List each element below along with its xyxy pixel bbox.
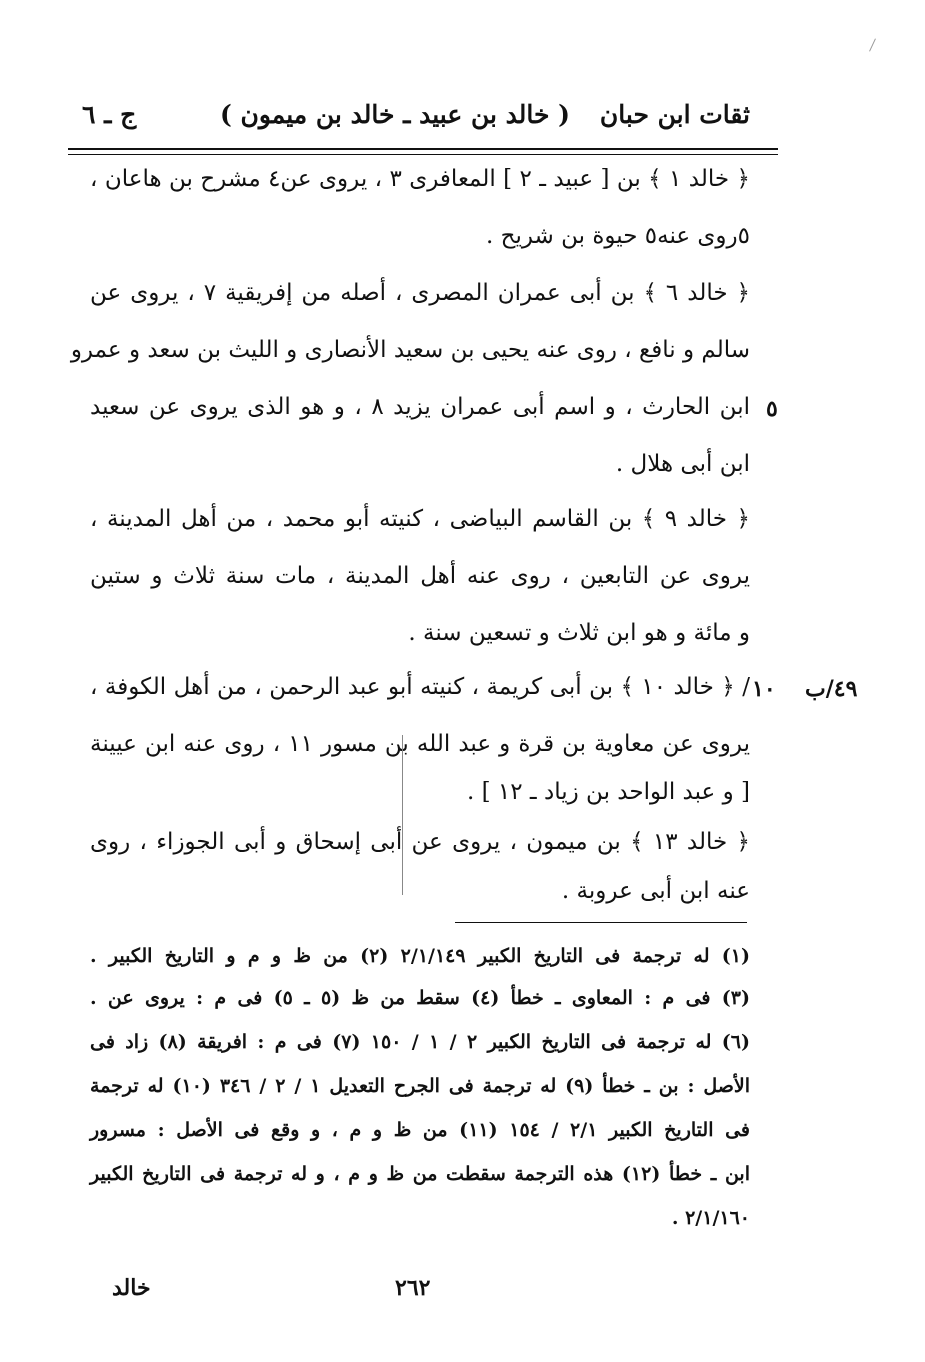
stray-mark <box>869 38 876 51</box>
text-line: ﴿ خالد ٦ ﴾ بن أبى عمران المصرى ، أصله من إفريقية ٧ ، يروى عن <box>90 280 750 306</box>
text-line: يروى عن معاوية بن قرة و عبد الله بن مسور ١١ ، روى عنه ابن عيينة <box>90 731 750 757</box>
folio-marker: ٤٩/ب <box>805 676 858 702</box>
text-line: يروى عن التابعين ، روى عنه أهل المدينة ، مات سنة ثلاث و ستين <box>90 563 750 589</box>
text-line: ٥روى عنه٥ حيوة بن شريح . <box>485 223 750 249</box>
line-number-5: ٥ <box>766 396 778 422</box>
footnote-line: ابن ـ خطأ (١٢) هذه الترجمة سقطت من ظ و م ، و له ترجمة فى التاريخ الكبير <box>90 1163 750 1185</box>
text-line: سالم و نافع ، روى عنه يحيى بن سعيد الأنصارى و الليث بن سعد و عمرو <box>70 337 750 363</box>
text-line: ﴿ خالد ١ ﴾ بن [ عبيد ـ ٢ ] المعافرى ٣ ، يروى عن٤ مشرح بن هاعان ، <box>90 166 750 192</box>
text-line: و مائة و هو ابن ثلاث و تسعين سنة . <box>408 620 750 646</box>
text-line: / ﴿ خالد ١٠ ﴾ بن أبى كريمة ، كنيته أبو عبد الرحمن ، من أهل الكوفة ، <box>90 674 750 700</box>
footnote-line: ٢/١/١٦٠ . <box>671 1207 750 1229</box>
text-line: ابن أبى هلال . <box>615 451 750 477</box>
book-title: ثقات ابن حبان <box>599 100 750 129</box>
footnote-line: (٣) فى م : المعاوى ـ خطأ (٤) سقط من ظ (٥ ـ ٥) فى م : يروى عن . <box>90 987 750 1009</box>
catchword: خالد <box>112 1275 151 1301</box>
text-line: ﴿ خالد ٩ ﴾ بن القاسم البياضى ، كنيته أبو محمد ، من أهل المدينة ، <box>90 506 750 532</box>
footnote-line: (٦) له ترجمة فى التاريخ الكبير ٢ / ١ / ١٥٠ (٧) فى م : افريقة (٨) زاد فى <box>90 1031 751 1053</box>
header-rule-thin <box>68 154 778 155</box>
text-line: ﴿ خالد ١٣ ﴾ بن ميمون ، يروى عن أبى إسحاق و أبى الجوزاء ، روى <box>90 829 751 855</box>
footnote-line: فى التاريخ الكبير ٢/١ / ١٥٤ (١١) من ظ و م ، و وقع فى الأصل : مسرور <box>90 1119 751 1141</box>
page-number: ٢٦٢ <box>395 1275 431 1301</box>
text-line: ابن الحارث ، و اسم أبى عمران يزيد ٨ ، و هو الذى يروى عن سعيد <box>90 394 750 420</box>
footnote-line: الأصل : بن ـ خطأ (٩) له ترجمة فى الجرح التعديل ١ / ٢ / ٣٤٦ (١٠) له ترجمة <box>90 1075 751 1097</box>
footnote-rule <box>455 922 747 923</box>
line-number-10: ١٠ <box>752 676 776 702</box>
volume-label: ج ـ ٦ <box>82 100 137 129</box>
footnote-line: (١) له ترجمة فى التاريخ الكبير ٢/١/١٤٩ (٢) من ظ و م و التاريخ الكبير . <box>90 945 750 967</box>
section-title: ( خالد بن عبيد ـ خالد بن ميمون ) <box>220 100 570 129</box>
text-line: [ و عبد الواحد بن زياد ـ ١٢ ] . <box>467 779 750 805</box>
header-rule <box>68 148 778 150</box>
running-header <box>70 100 750 144</box>
text-line: عنه ابن أبى عروبة . <box>561 878 750 904</box>
gutter-line <box>402 735 403 895</box>
